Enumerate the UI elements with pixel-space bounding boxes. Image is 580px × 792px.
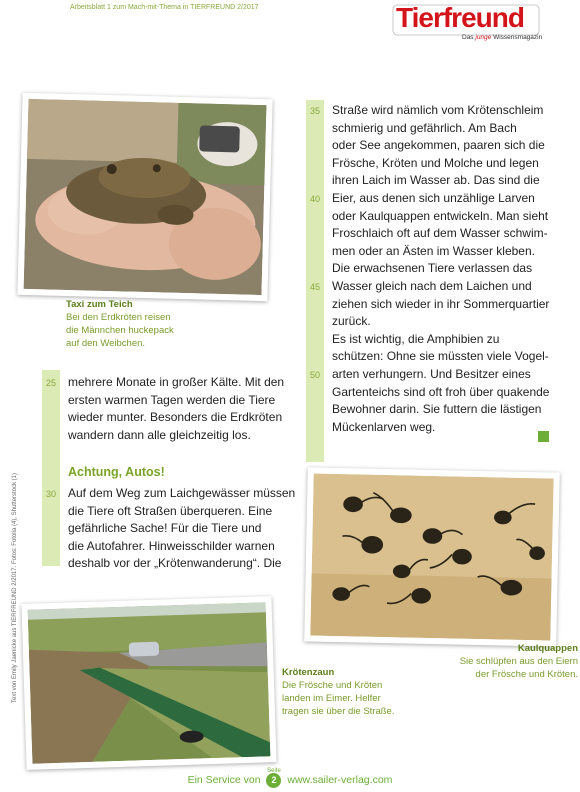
photo-credit: Text von Emily Jaenicke aus TIERFREUND 2/2017. Fotos: Fotolia (4), Shutterstock (1) [12, 473, 18, 703]
text-line: ersten warmen Tagen werden die Tiere [68, 392, 276, 407]
text-line: Auf dem Weg zum Laichgewässer müssen [68, 486, 296, 500]
text-line: Eier, aus denen sich unzählige Larven [332, 190, 535, 205]
right-line-number-bar [306, 100, 324, 462]
text-line: Frösche, Kröten und Molche und legen [332, 155, 539, 170]
line-number: 30 [46, 489, 57, 499]
toads-photo [17, 93, 272, 301]
text-line: wandern dann alle gleichzeitig los. [68, 427, 251, 442]
tadpoles-caption-line: Sie schlüpfen aus den Eiern [459, 656, 578, 667]
right-column-text [332, 102, 572, 436]
line-number: 25 [46, 378, 57, 388]
line-number: 35 [310, 106, 321, 116]
text-line: Bewohner darin. Sie futtern die lästigen [332, 402, 542, 417]
left-line-number-bar [42, 370, 60, 566]
tierfreund-logo [396, 4, 546, 42]
footer-service-text: Ein Service von [187, 774, 261, 786]
toad-fence-caption-line: tragen sie über die Straße. [282, 706, 395, 717]
publisher-link[interactable]: www.sailer-verlag.com [287, 774, 393, 786]
toad-fence-caption-line: landen im Eimer. Helfer [282, 693, 381, 704]
line-number: 45 [310, 282, 321, 292]
toad-fence-caption-title: Krötenzaun [282, 667, 335, 678]
text-line: Straße wird nämlich vom Krötenschleim [332, 103, 544, 117]
text-line: Mückenlarven weg. [332, 419, 436, 434]
section-heading: Achtung, Autos! [68, 465, 165, 479]
text-line: ziehen sich wieder in ihr Sommerquartier [332, 296, 550, 311]
text-line: Gartenteichs sind oft froh über quakende [332, 384, 550, 399]
tadpoles-caption [428, 642, 578, 681]
worksheet-note: Arbeitsblatt 1 zum Mach-mit-Thema in TIERFREUND 2/2017 [70, 4, 259, 11]
text-line: arten verhungern. Und Besitzer eines [332, 366, 531, 381]
toad-fence-caption-line: Die Frösche und Kröten [282, 680, 383, 691]
toad-fence-caption [282, 666, 412, 718]
tadpoles-caption-line: der Frösche und Kröten. [475, 669, 578, 680]
line-number: 50 [310, 370, 321, 380]
line-number: 40 [310, 194, 321, 204]
toads-caption-line: die Männchen huckepack [66, 325, 174, 336]
text-line: oder Kaulquappen entwickeln. Man sieht [332, 208, 549, 223]
text-line: mehrere Monate in großer Kälte. Mit den [68, 375, 285, 389]
text-line: die Tiere oft Straßen überqueren. Eine [68, 503, 273, 518]
tadpoles-caption-title: Kaulquappen [517, 643, 578, 654]
tadpoles-photo [304, 467, 560, 646]
left-column-text-top [68, 374, 300, 444]
toads-caption-line: auf den Weibchen. [66, 338, 146, 349]
text-line: gefährliche Sache! Für die Tiere und [68, 521, 262, 536]
footer [0, 768, 580, 788]
text-line: men oder an Ästen im Wasser kleben. [332, 243, 535, 258]
text-line: Froschlaich oft auf dem Wasser schwim- [332, 226, 548, 241]
text-line: deshalb vor der „Krötenwanderung“. Die [68, 556, 282, 571]
text-line: Die erwachsenen Tiere verlassen das [332, 261, 533, 276]
text-line: Wasser gleich nach dem Laichen und [332, 278, 532, 293]
text-line: die Autofahrer. Hinweisschilder warnen [68, 538, 275, 553]
text-line: ihren Laich im Wasser ab. Das sind die [332, 173, 540, 188]
text-line: wieder munter. Besonders die Erdkröten [68, 410, 283, 425]
text-line: schützen: Ohne sie müssten viele Vogel- [332, 349, 549, 364]
toad-fence-photo [21, 596, 276, 770]
left-column-text-bottom [68, 485, 300, 573]
toads-caption-title: Taxi zum Teich [66, 299, 133, 310]
logo-wordmark: Tierfreund [396, 2, 524, 33]
text-line: schmierig und gefährlich. Am Bach [332, 120, 517, 135]
page-number-badge [266, 768, 281, 788]
page-number: 2 [271, 775, 277, 785]
toads-caption [66, 298, 206, 350]
text-line: oder See angekommen, paaren sich die [332, 138, 545, 153]
end-of-article-square-icon [538, 431, 549, 442]
text-line: Es ist wichtig, die Amphibien zu [332, 331, 500, 346]
page-label: Seite [267, 768, 281, 774]
logo-tagline: Das junge Wissensmagazin [462, 34, 543, 41]
toads-caption-line: Bei den Erdkröten reisen [66, 312, 171, 323]
text-line: zurück. [332, 314, 371, 329]
